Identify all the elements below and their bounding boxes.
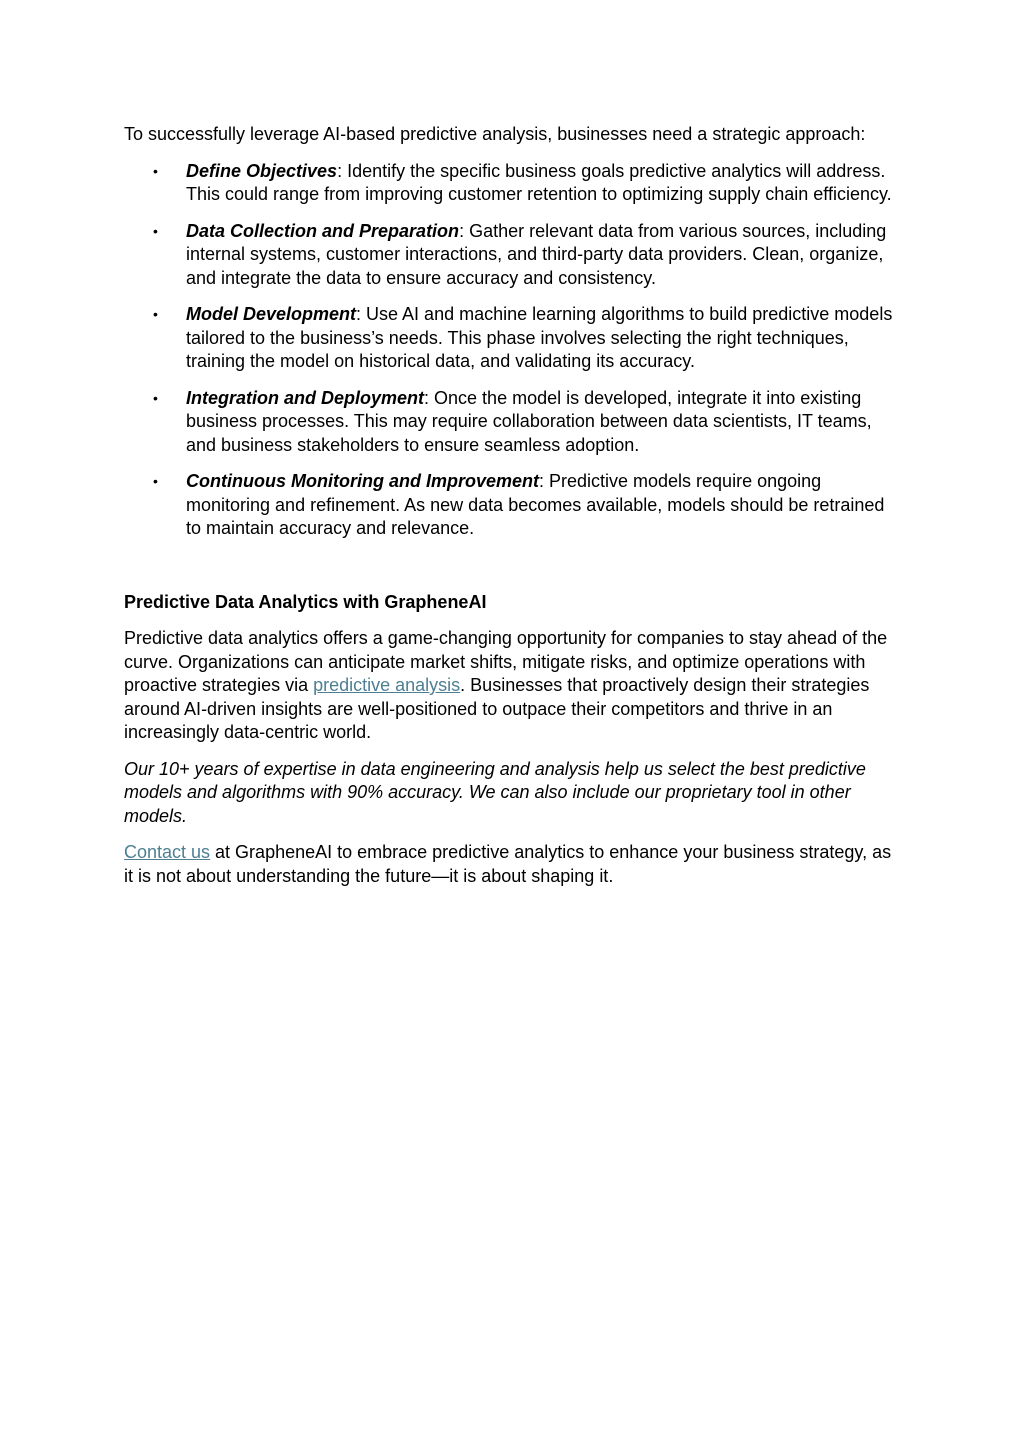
list-item-define-objectives bbox=[124, 160, 899, 207]
predictive-analysis-link[interactable]: predictive analysis bbox=[313, 675, 461, 695]
analytics-paragraph bbox=[124, 627, 899, 745]
step-text: : Gather relevant data from various sources, including internal systems, customer interactions, and third-party data providers. Clean, organize, and integrate the data to ensure accuracy and consistency. bbox=[186, 220, 887, 288]
step-text: : Identify the specific business goals predictive analytics will address. This could range from improving customer retention to optimizing supply chain efficiency. bbox=[186, 160, 892, 204]
strategy-steps-list bbox=[124, 160, 899, 541]
bullet-icon: • bbox=[153, 389, 158, 406]
step-text: : Predictive models require ongoing monitoring and refinement. As new data becomes available, models should be retrained to maintain accuracy and relevance. bbox=[186, 471, 885, 538]
section-heading: Predictive Data Analytics with GrapheneAI bbox=[124, 591, 487, 612]
bullet-icon: • bbox=[153, 222, 158, 239]
contact-paragraph bbox=[124, 841, 899, 888]
list-item-model-development bbox=[124, 303, 899, 374]
contact-us-link[interactable]: Contact us bbox=[124, 842, 211, 862]
document-page bbox=[124, 123, 899, 901]
step-term: Data Collection and Preparation bbox=[186, 220, 460, 241]
expertise-paragraph: Our 10+ years of expertise in data engineering and analysis help us select the best predictive models and algorithms with 90% accuracy. We can also include our proprietary tool in other models. bbox=[124, 758, 866, 826]
list-item-data-collection bbox=[124, 220, 899, 291]
step-text: : Use AI and machine learning algorithms to build predictive models tailored to the business’s needs. This phase involves selecting the right techniques, training the model on historical data, and validating its accuracy. bbox=[186, 304, 893, 371]
bullet-icon: • bbox=[153, 473, 158, 489]
list-item-continuous-monitoring bbox=[124, 470, 899, 541]
step-text: : Once the model is developed, integrate it into existing business processes. This may require collaboration between data scientists, IT teams, and business stakeholders to ensure seamless adoption. bbox=[186, 387, 872, 455]
paragraph-text: at GrapheneAI to embrace predictive analytics to enhance your business strategy, as it is not about understanding the future—it is about shaping it. bbox=[124, 842, 892, 886]
paragraph-text: . Businesses that proactively design their strategies around AI-driven insights are well-positioned to outpace their competitors and thrive in an increasingly data-centric world. bbox=[124, 675, 870, 742]
step-term: Define Objectives bbox=[186, 160, 338, 181]
list-item-integration-deployment bbox=[124, 387, 899, 458]
step-term: Continuous Monitoring and Improvement bbox=[186, 471, 539, 491]
intro-paragraph: To successfully leverage AI-based predictive analysis, businesses need a strategic approach: bbox=[124, 124, 866, 144]
step-term: Model Development bbox=[186, 304, 357, 324]
step-term: Integration and Deployment bbox=[186, 387, 425, 408]
bullet-icon: • bbox=[153, 306, 158, 322]
paragraph-text: Predictive data analytics offers a game-changing opportunity for companies to stay ahead of the curve. Organizations can anticipate market shifts, mitigate risks, and optimize operations with proactive strategies via bbox=[124, 628, 888, 695]
bullet-icon: • bbox=[153, 162, 158, 179]
